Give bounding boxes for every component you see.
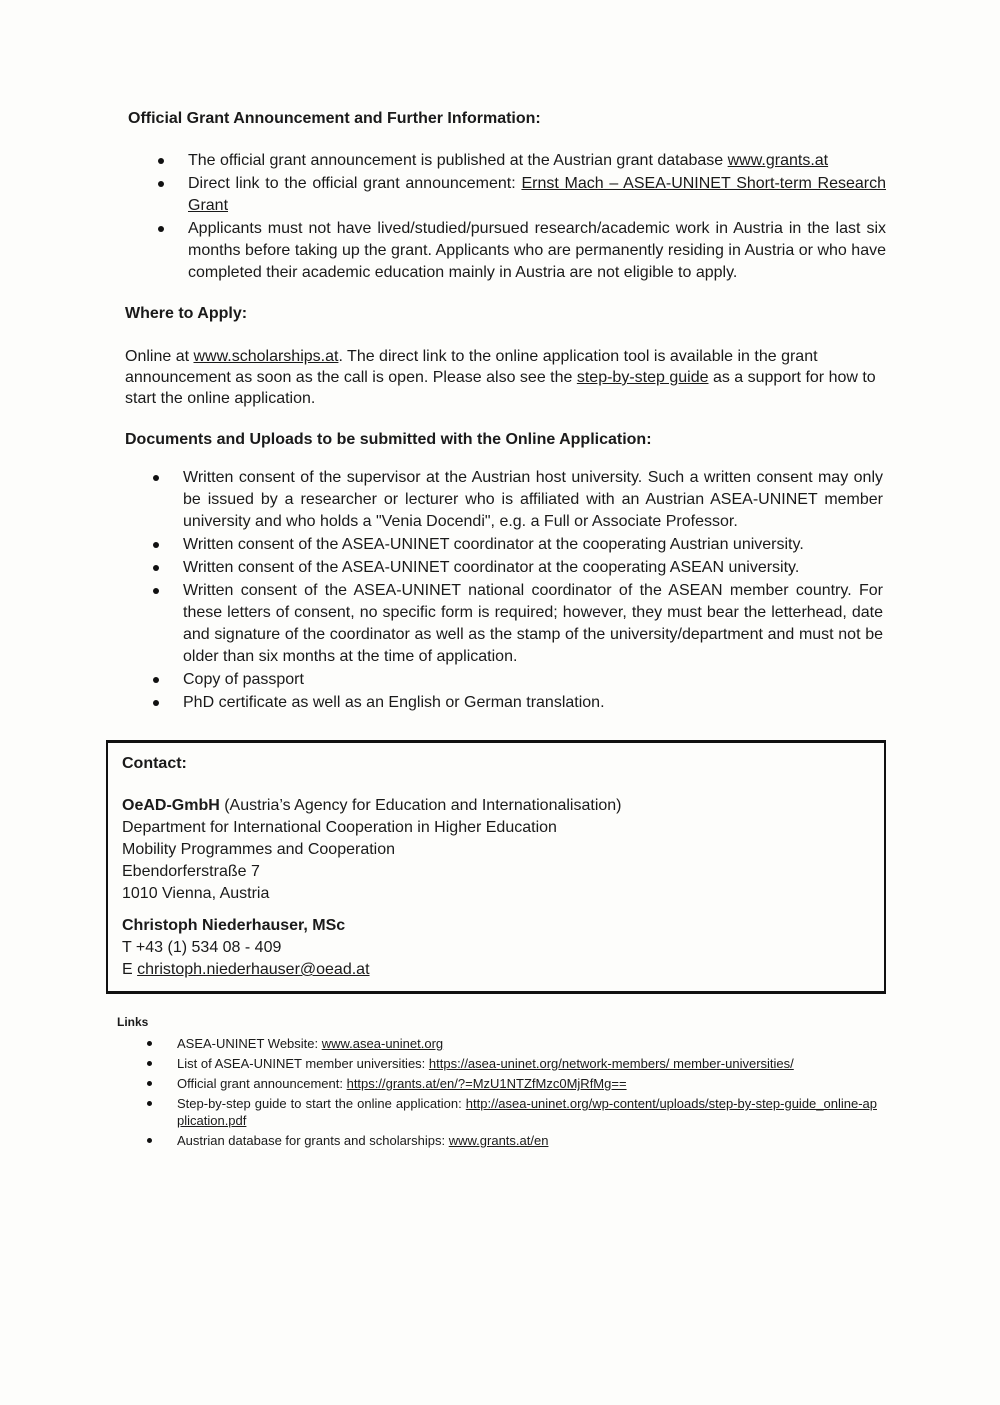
list-item: Written consent of the supervisor at the Austrian host university. Such a written consent may only be issued by a researcher or lecturer who is affiliated with an Austrian ASEA-UNINET member university and who holds a "Venia Docendi", e.g. a Full or Associate Professor. <box>153 467 883 533</box>
heading-grant-announcement: Official Grant Announcement and Further Information: <box>128 110 541 127</box>
links-heading: Links <box>117 1015 149 1029</box>
grant-info-list <box>158 150 886 285</box>
list-item: The official grant announcement is published at the Austrian grant database www.grants.at <box>158 150 886 172</box>
list-item: Copy of passport <box>153 669 883 691</box>
list-item: PhD certificate as well as an English or German translation. <box>153 692 883 714</box>
grant-announcement-link[interactable]: Ernst Mach – ASEA-UNINET Short-term Research Grant <box>188 175 887 214</box>
list-item: Written consent of the ASEA-UNINET coordinator at the cooperating Austrian university. <box>153 534 883 556</box>
asea-uninet-website-link[interactable]: www.asea-uninet.org <box>321 1036 444 1051</box>
contact-label: Contact: <box>122 755 187 772</box>
contact-unit: Mobility Programmes and Cooperation <box>122 841 396 858</box>
contact-city: 1010 Vienna, Austria <box>122 885 270 902</box>
heading-documents-uploads: Documents and Uploads to be submitted with the Online Application: <box>125 431 652 448</box>
documents-list <box>153 467 883 715</box>
contact-street: Ebendorferstraße 7 <box>122 863 260 880</box>
where-to-apply-paragraph: Online at www.scholarships.at. The direct link to the online application tool is available in the grant announcement as soon as the call is open. Please also see the step-by-step guide as a support for how to start the online application. <box>125 348 876 407</box>
member-universities-link[interactable]: https://asea-uninet.org/network-members/ member-universities/ <box>428 1056 794 1071</box>
contact-organization: OeAD-GmbH (Austria’s Agency for Education and Internationalisation) <box>122 797 622 814</box>
list-item: Direct link to the official grant announcement: Ernst Mach – ASEA-UNINET Short-term Research Grant <box>158 173 886 217</box>
step-by-step-guide-link[interactable]: step-by-step guide <box>576 369 709 386</box>
contact-box <box>106 740 886 994</box>
list-item: Written consent of the ASEA-UNINET coordinator at the cooperating ASEAN university. <box>153 557 883 579</box>
contact-department: Department for International Cooperation in Higher Education <box>122 819 557 836</box>
list-item: List of ASEA-UNINET member universities: https://asea-uninet.org/network-members/ member-universities/ <box>147 1055 877 1072</box>
official-grant-announcement-link[interactable]: https://grants.at/en/?=MzU1NTZfMzc0MjRfMg== <box>346 1076 627 1091</box>
list-item: Austrian database for grants and scholarships: www.grants.at/en <box>147 1132 877 1149</box>
heading-where-to-apply: Where to Apply: <box>125 305 248 322</box>
list-item: Step-by-step guide to start the online application: http://asea-uninet.org/wp-content/uploads/step-by-step-guide_online-application.pdf <box>147 1095 877 1129</box>
contact-email-line: E christoph.niederhauser@oead.at <box>122 961 370 978</box>
grants-database-link[interactable]: www.grants.at/en <box>448 1133 549 1148</box>
list-item: Applicants must not have lived/studied/pursued research/academic work in Austria in the last six months before taking up the grant. Applicants who are permanently residing in Austria or who have completed their academic education mainly in Austria are not eligible to apply. <box>158 218 886 284</box>
grants-link[interactable]: www.grants.at <box>727 152 829 169</box>
links-list <box>147 1035 877 1152</box>
scholarships-link[interactable]: www.scholarships.at <box>193 348 339 365</box>
list-item: Written consent of the ASEA-UNINET national coordinator of the ASEAN member country. For these letters of consent, no specific form is required; however, they must bear the letterhead, date and signature of the coordinator as well as the stamp of the university/department and must not be older than six months at the time of application. <box>153 580 883 668</box>
list-item: ASEA-UNINET Website: www.asea-uninet.org <box>147 1035 877 1052</box>
step-by-step-guide-pdf-link[interactable]: http://asea-uninet.org/wp-content/uploads/step-by-step-guide_online-application.pdf <box>177 1096 877 1128</box>
contact-person: Christoph Niederhauser, MSc <box>122 917 346 934</box>
contact-email-link[interactable]: christoph.niederhauser@oead.at <box>137 961 370 978</box>
contact-phone: T +43 (1) 534 08 - 409 <box>122 939 282 956</box>
list-item: Official grant announcement: https://grants.at/en/?=MzU1NTZfMzc0MjRfMg== <box>147 1075 877 1092</box>
